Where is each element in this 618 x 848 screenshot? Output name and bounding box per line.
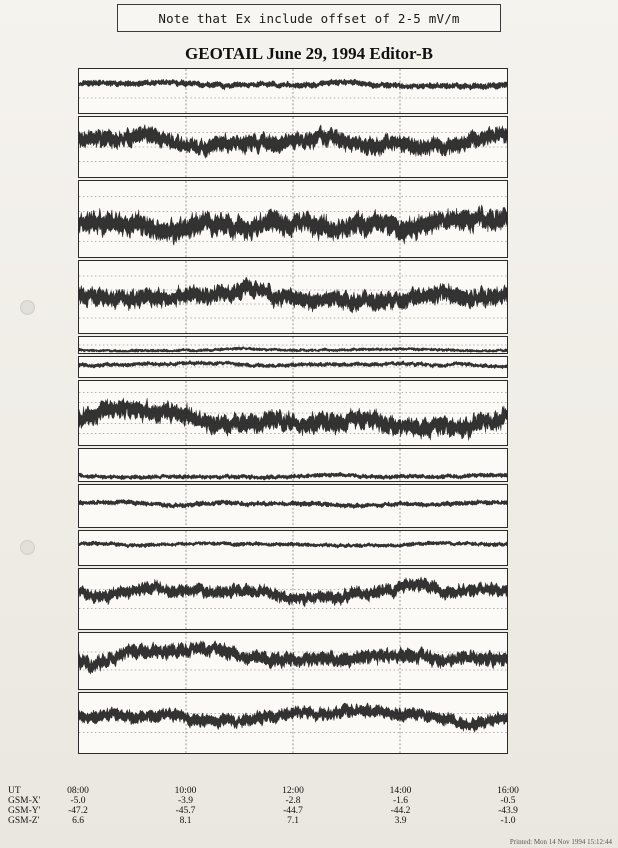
axis-row-ut [8,786,612,796]
plot-panel-t [78,530,508,566]
plot-panel-rms [78,336,508,354]
trace-by [79,181,507,257]
trace-bx [79,117,507,177]
footer-note: Printed: Mon 14 Nov 1994 15:12:44 [509,838,612,846]
page-title: GEOTAIL June 29, 1994 Editor-B [185,44,433,63]
plot-panel-by [78,180,508,258]
plot-panel-n [78,484,508,528]
trace-bt [79,69,507,113]
axis-row-ut-value: 12:00 [282,786,304,796]
axis-row-ut-value: 14:00 [389,786,412,796]
axis-row-ut-values [67,786,598,796]
axis-row-gsmy-value: -44.7 [283,806,303,816]
axis-row-gsmx-values [70,796,598,806]
axis-row-gsmz-value: -1.0 [500,816,516,826]
axis-row-gsmy-value: -45.7 [175,806,196,816]
trace-n [79,485,507,527]
axis-row-ut-value: 08:00 [67,786,89,796]
punch-hole-1 [20,300,35,315]
plot-panel-bz [78,260,508,334]
axis-row-ut-value: 16:00 [497,786,519,796]
plot-panel-bt [78,68,508,114]
axis-row-ut-key: UT [8,786,21,796]
punch-hole-2 [20,540,35,555]
note-box [117,4,501,32]
axis-row-gsmy-value: -47.2 [68,806,88,816]
axis-row-gsmx-value: -2.8 [285,796,301,806]
axis-row-gsmx-key: GSM-X' [8,796,41,806]
axis-row-gsmx [8,796,612,806]
plot-panel-ex [78,356,508,378]
axis-row-gsmx-value: -1.6 [392,796,409,806]
plot-stack [78,68,508,756]
plot-panel-bx [78,116,508,178]
trace-bz [79,261,507,333]
trace-ex [79,357,507,377]
trace-vx [79,569,507,629]
trace-sp [79,449,507,481]
plot-panel-vy [78,632,508,690]
trace-rms [79,337,507,353]
axis-row-gsmz-value: 7.1 [287,816,299,826]
axis-row-gsmz-key: GSM-Z' [8,816,40,826]
plot-panel-sp [78,448,508,482]
axis-row-gsmx-value: -5.0 [70,796,86,806]
axis-row-gsmz-value: 8.1 [179,816,192,826]
axis-row-gsmx-value: -0.5 [500,796,516,806]
axis-row-gsmz-values [72,816,598,826]
note-text: Note that Ex include offset of 2-5 mV/m [158,10,460,26]
axis-table [8,786,612,826]
axis-row-gsmz [8,816,612,826]
plot-panel-vz [78,692,508,754]
trace-t [79,531,507,565]
plot-panel-vx [78,568,508,630]
axis-row-gsmy-key: GSM-Y' [8,806,41,816]
axis-row-gsmy [8,806,612,816]
axis-row-gsmy-value: -43.9 [498,806,518,816]
axis-row-gsmy-value: -44.2 [390,806,411,816]
plot-panel-ey [78,380,508,446]
trace-vy [79,633,507,689]
trace-vz [79,693,507,753]
axis-row-gsmx-value: -3.9 [177,796,194,806]
trace-ey [79,381,507,445]
axis-row-gsmz-value: 6.6 [72,816,84,826]
axis-row-gsmz-value: 3.9 [394,816,407,826]
axis-row-ut-value: 10:00 [174,786,197,796]
axis-row-gsmy-values [68,806,598,816]
